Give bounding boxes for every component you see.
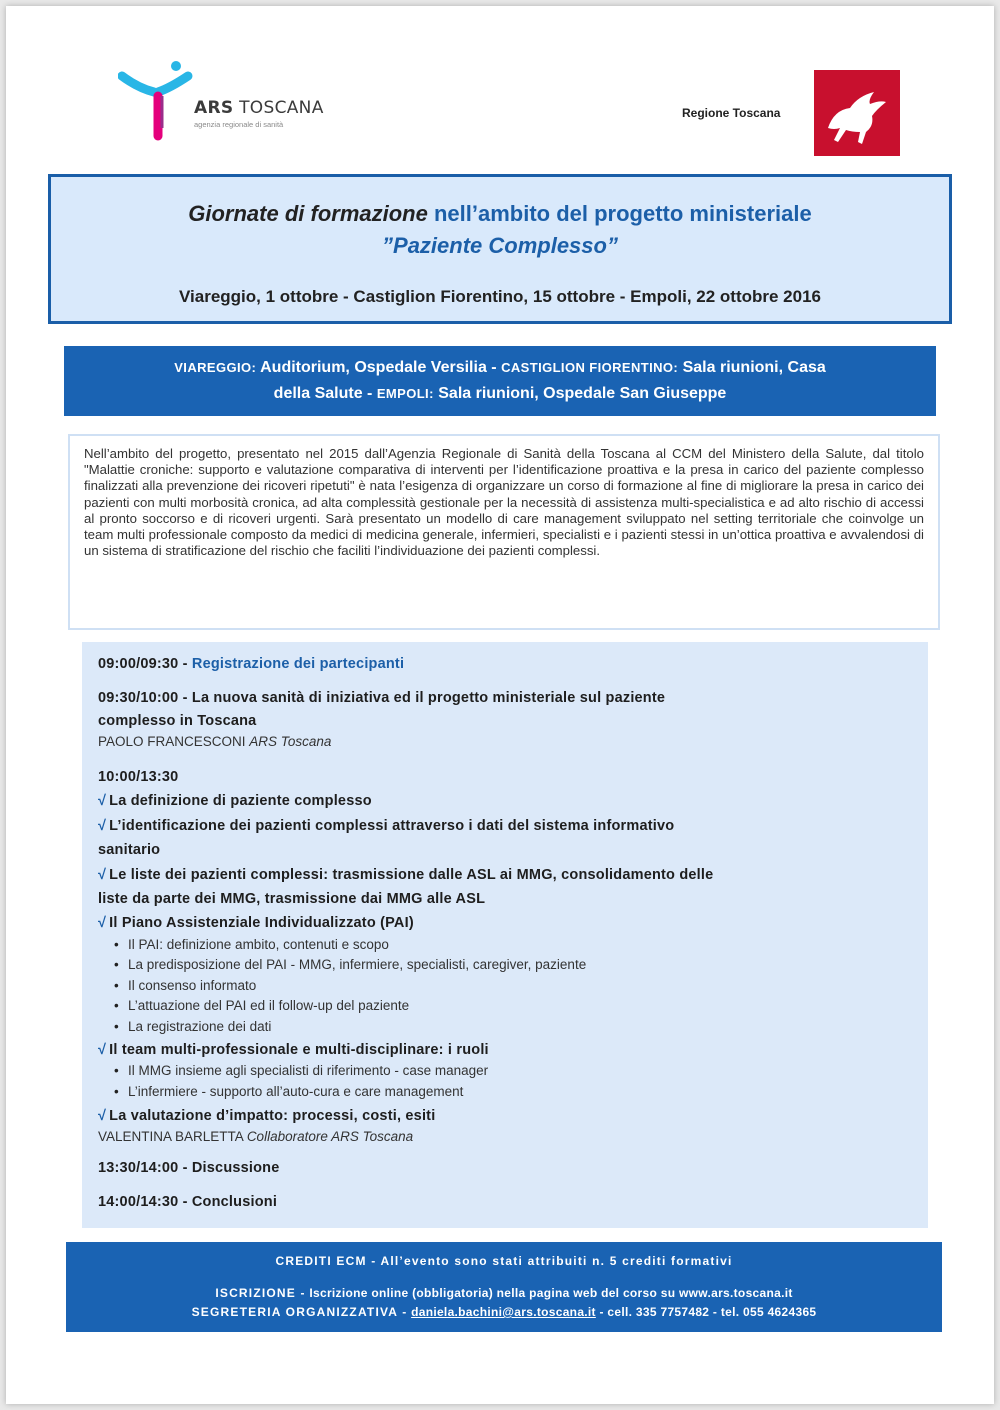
session-registration: 09:00/09:30 - Registrazione dei partecipanti [98,656,405,672]
email-link[interactable]: daniela.bachini@ars.toscana.it [411,1305,596,1319]
topic-item: √ Le liste dei pazienti complessi: trasmissione dalle ASL ai MMG, consolidamento delle [98,867,714,883]
checkmark-icon: √ [98,818,107,834]
secretariat-info: SEGRETERIA ORGANIZZATIVA - daniela.bachini@ars.toscana.it - cell. 335 7757482 - tel. 055 4624365 [191,1305,817,1319]
session-time: 10:00/13:30 [98,769,179,785]
venue-band: VIAREGGIO: Auditorium, Ospedale Versilia - CASTIGLION FIORENTINO: Sala riunioni, Casa della Salute - EMPOLI: Sala riunioni, Ospedale San Giuseppe [64,346,936,416]
session-discussion: 13:30/14:00 - Discussione [98,1160,280,1176]
event-subtitle: ”Paziente Complesso” [382,233,618,258]
description-box: Nell’ambito del progetto, presentato nel 2015 dall’Agenzia Regionale di Sanità della Toscana al CCM del Ministero della Salute, dal titolo "Malattie croniche: supporto e valutazione comparativa di interventi per l’identificazione proattiva e la presa in carico del paziente complesso finalizzati alla prevenzione dei ricoveri ripetuti" è nata l’esigenza di organizzare un corso di formazione al fine di migliorare la presa in carico dei pazienti con multi morbosità cronica, ad alta complessità gestionale per la necessità di assistenza multi-specialistica e ad alto rischio di accessi al pronto soccorso e di ricoveri urgenti. Sarà presentato un modello di care management sviluppato nel setting territoriale che coinvolge un team multi professionale composto da medici di medicina generale, infermieri, specialisti e i pazienti stessi in un’ottica proattiva e avvalendosi di un sistema di stratificazione del rischio che faciliti l’individuazione dei pazienti complessi. [68,434,940,630]
event-dates: Viareggio, 1 ottobre - Castiglion Fiorentino, 15 ottobre - Empoli, 22 ottobre 2016 [179,287,821,306]
list-item: • Il PAI: definizione ambito, contenuti e scopo [128,937,389,952]
list-item: • Il consenso informato [128,978,256,993]
topic-item: √ L’identificazione dei pazienti complessi attraverso i dati del sistema informativo [98,818,675,834]
ars-logo-mark-icon [118,58,198,144]
footer-band [66,1242,942,1332]
topic-item-cont: liste da parte dei MMG, trasmissione dai MMG alle ASL [98,891,486,907]
registration-info: ISCRIZIONE - Iscrizione online (obbligatoria) nella pagina web del corso su www.ars.toscana.it [215,1286,793,1300]
speaker: PAOLO FRANCESCONI ARS Toscana [98,734,332,749]
checkmark-icon: √ [98,1108,107,1124]
session-title: 09:30/10:00 - La nuova sanità di iniziativa ed il progetto ministeriale sul paziente [98,690,666,706]
list-item: • La registrazione dei dati [128,1019,271,1034]
checkmark-icon: √ [98,793,107,809]
topic-item: √ Il Piano Assistenziale Individualizzato (PAI) [98,915,414,931]
regione-toscana-logo [682,70,900,156]
title-box [48,174,952,324]
topic-item: √ Il team multi-professionale e multi-disciplinare: i ruoli [98,1042,489,1058]
regione-name: Regione Toscana [682,106,781,120]
topic-item: √ La valutazione d’impatto: processi, costi, esiti [98,1108,436,1124]
list-item: • Il MMG insieme agli specialisti di riferimento - case manager [128,1063,488,1078]
session-title-cont: complesso in Toscana [98,713,257,729]
credits-info: CREDITI ECM - All’evento sono stati attribuiti n. 5 crediti formativi [275,1254,733,1268]
ars-logo-subtitle: agenzia regionale di sanità [194,120,284,129]
session-conclusions: 14:00/14:30 - Conclusioni [98,1194,278,1210]
pegasus-flag-icon [814,70,900,156]
list-item: • La predisposizione del PAI - MMG, infermiere, specialisti, caregiver, paziente [128,957,586,972]
program-box [82,642,928,1228]
list-item: • L’attuazione del PAI ed il follow-up del paziente [128,998,409,1013]
checkmark-icon: √ [98,867,107,883]
topic-item: √ La definizione di paziente complesso [98,793,372,809]
event-title: Giornate di formazione nell’ambito del progetto ministeriale [188,201,812,226]
checkmark-icon: √ [98,1042,107,1058]
ars-logo-name: ARS TOSCANA [194,98,324,118]
ars-toscana-logo [118,58,338,144]
topic-item-cont: sanitario [98,842,161,858]
speaker: VALENTINA BARLETTA Collaboratore ARS Toscana [98,1129,414,1144]
document-page [6,6,994,1404]
list-item: • L’infermiere - supporto all’auto-cura e care management [128,1084,463,1099]
checkmark-icon: √ [98,915,107,931]
